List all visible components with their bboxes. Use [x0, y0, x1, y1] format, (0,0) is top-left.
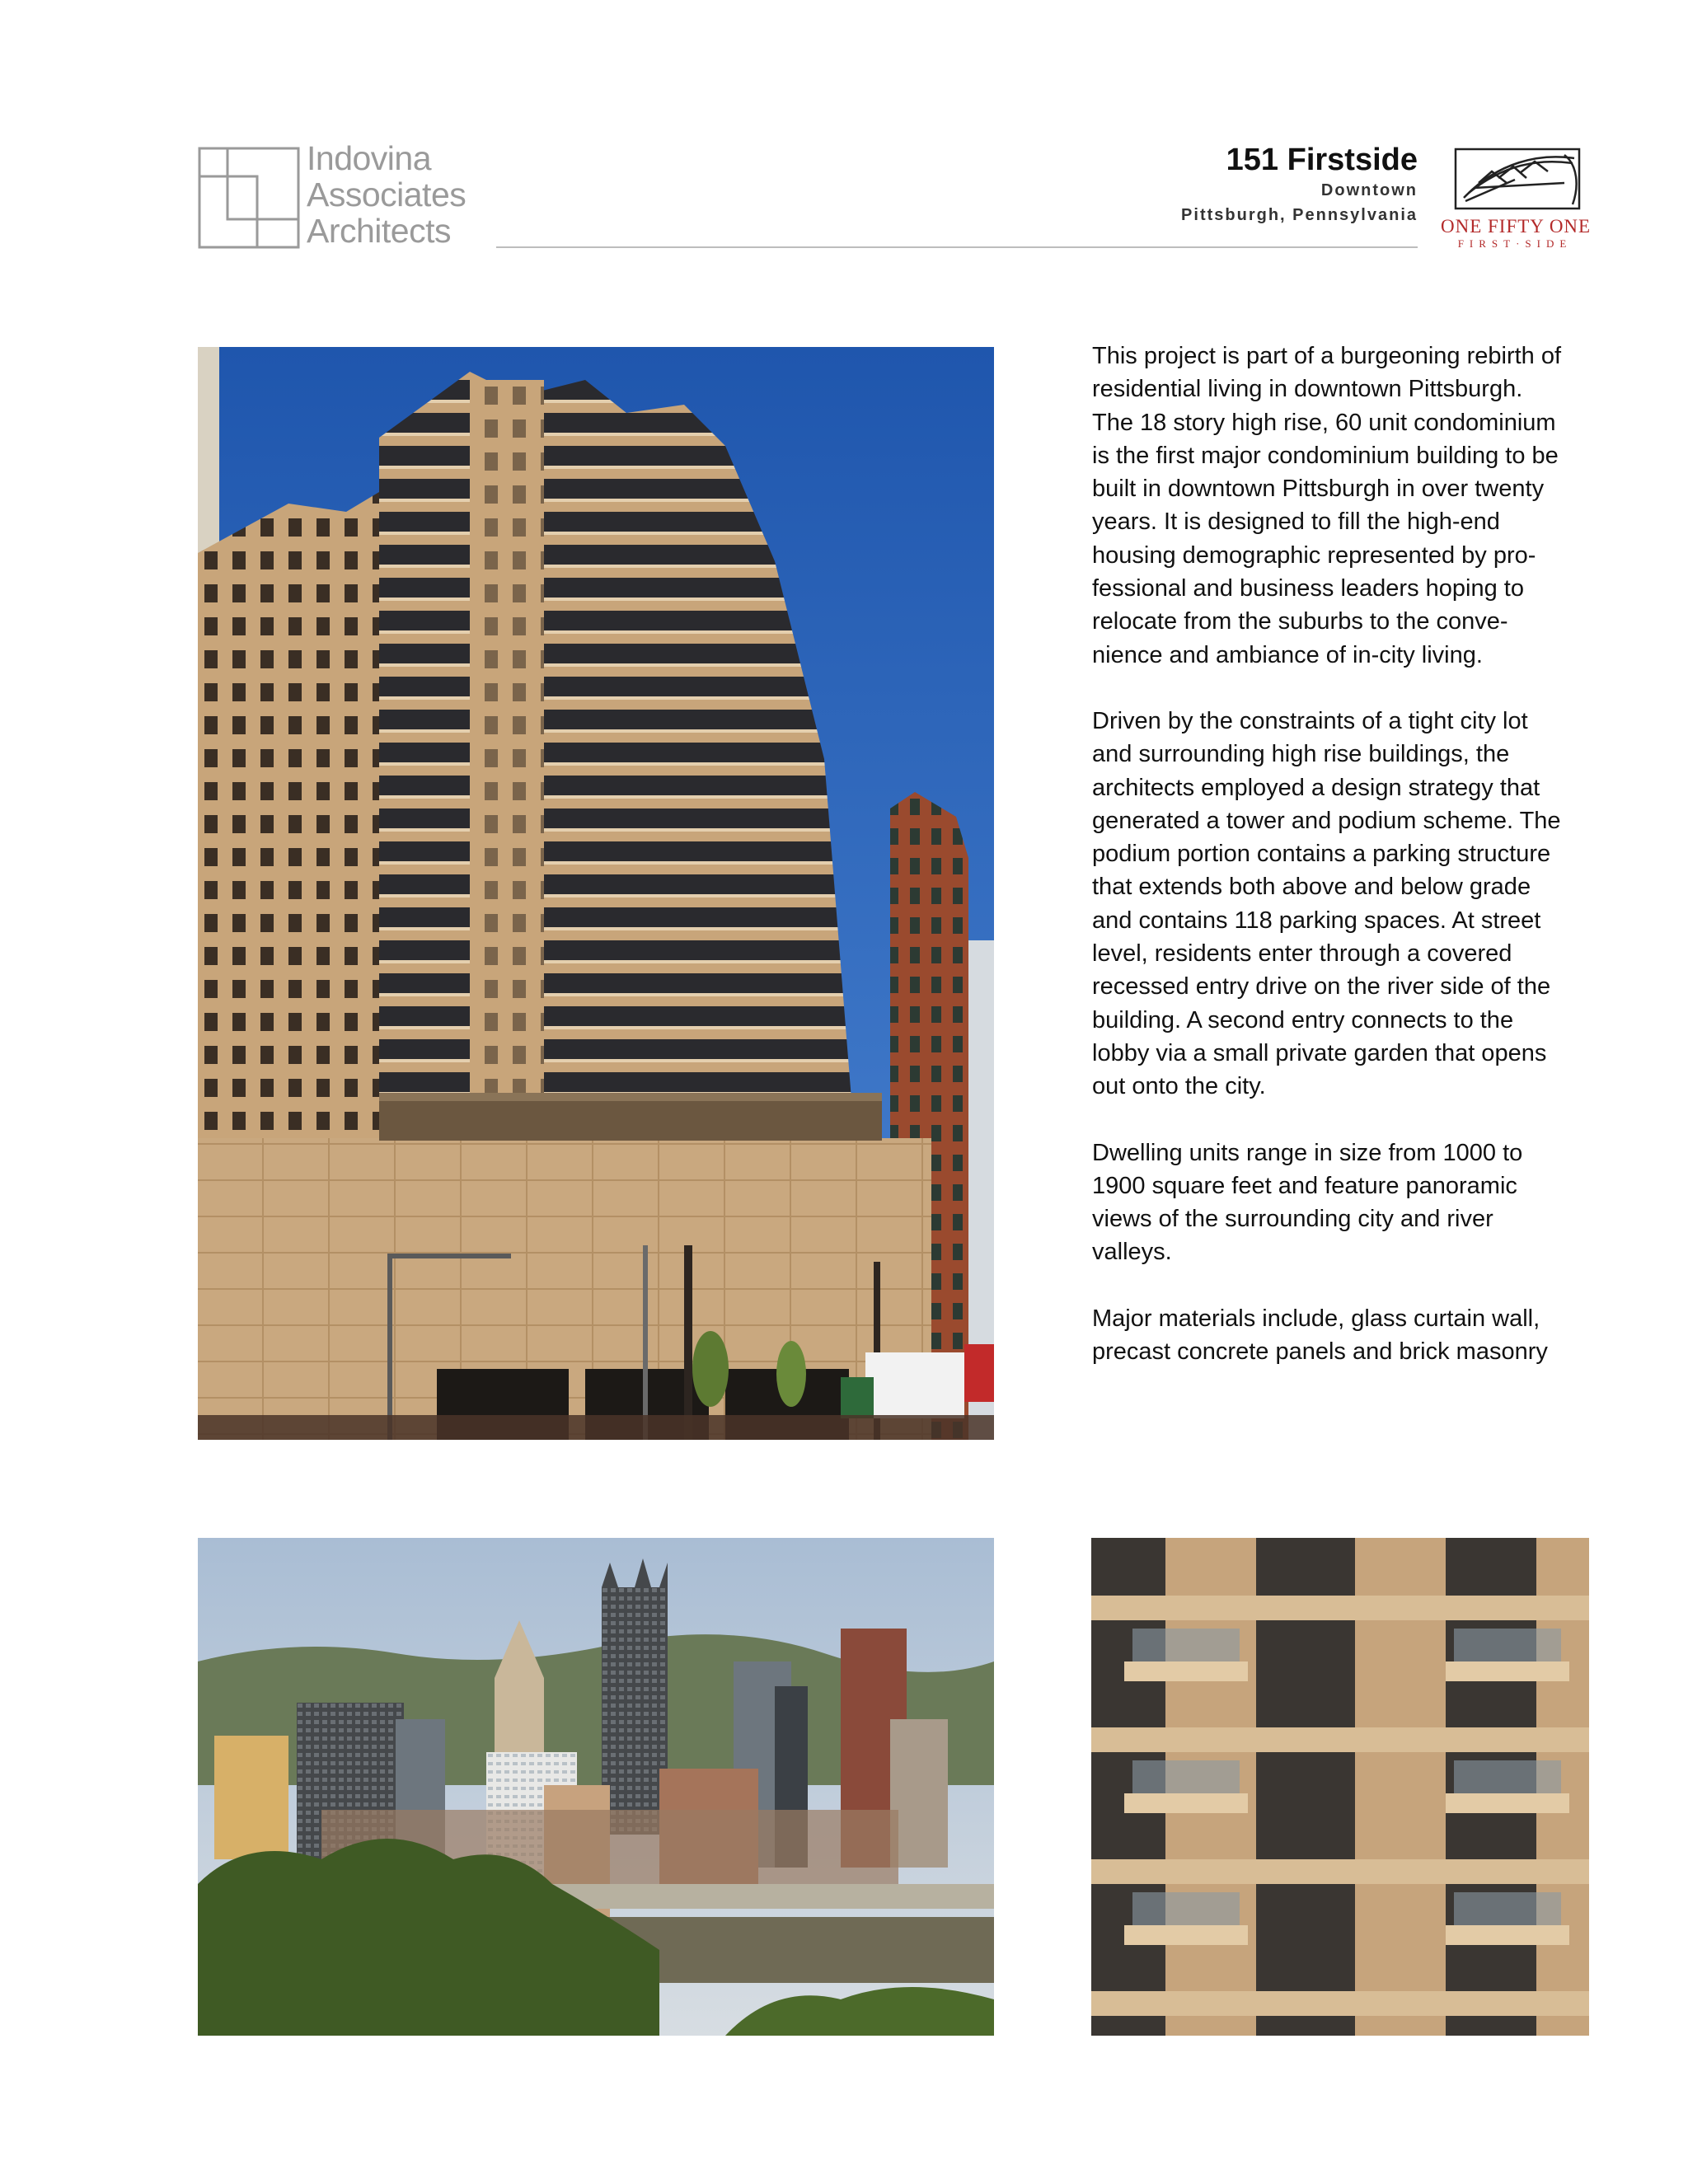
description-paragraph-4: Major materials include, glass curtain wall, precast concrete panels and brick masonry — [1092, 1305, 1548, 1366]
project-logo-subwordmark: FIRST·SIDE — [1457, 237, 1573, 250]
tower-photo — [198, 347, 994, 1440]
project-title-block — [1181, 142, 1418, 227]
description-paragraph-2: Driven by the constraints of a tight city lot and surrounding high rise buildings, the architects employed a design strategy that generated a tower and podium scheme. The podium portion contains a parking structure that extends both above and below grade and contains 118 parking spaces. At street level, residents enter through a covered recessed entry drive on the river side of the building. A second entry connects to the lobby via a small private garden that opens out onto the city. — [1092, 707, 1561, 1100]
project-location: Pittsburgh, Pennsylvania — [1181, 206, 1418, 224]
facade-detail-photo — [1091, 1538, 1589, 2036]
project-logo-icon — [1441, 147, 1589, 216]
project-description — [1092, 340, 1595, 1401]
skyline-photo — [198, 1538, 994, 2036]
firm-name-line-2: Associates — [307, 176, 467, 213]
firm-name — [307, 140, 466, 249]
firm-name-line-3: Architects — [307, 212, 451, 250]
header-rule — [496, 246, 1418, 248]
project-name: 151 Firstside — [1226, 143, 1418, 177]
description-paragraph-3: Dwelling units range in size from 1000 to 1900 square feet and feature panoramic views of the surrounding city and river valleys. — [1092, 1139, 1523, 1266]
firm-name-line-1: Indovina — [307, 139, 432, 177]
firm-logo-mark — [198, 147, 300, 249]
project-district: Downtown — [1320, 181, 1418, 199]
description-paragraph-1: This project is part of a burgeoning rebirth of residential living in downtown Pittsburgh. The 18 story high rise, 60 unit condominium is the first major condominium building to be built in downtown Pittsburgh in over twenty years. It is designed to fill the high-end housing demographic represented by pro- fessional and business leaders hoping to relocate from the suburbs to the conve- nience and ambiance of in-city living. — [1092, 343, 1562, 668]
project-logo — [1441, 147, 1592, 254]
project-logo-wordmark: ONE FIFTY ONE — [1441, 216, 1592, 237]
